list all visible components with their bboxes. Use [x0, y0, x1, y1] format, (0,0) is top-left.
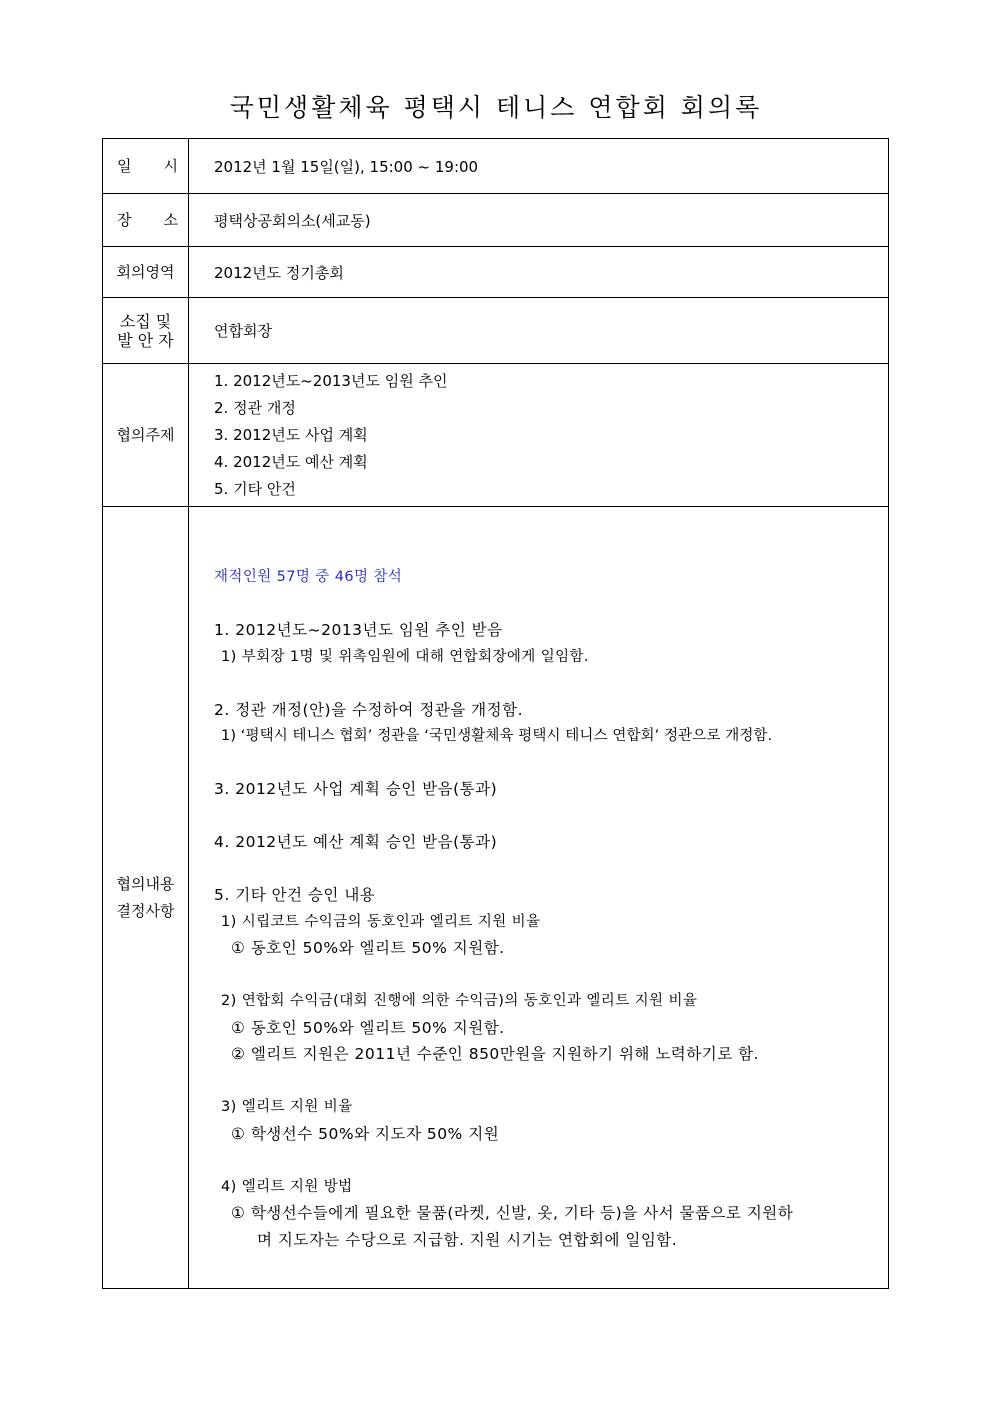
value-topics: [189, 364, 889, 507]
value-content: [189, 507, 889, 1289]
label-place: [103, 194, 189, 247]
label-place-a: 장: [117, 211, 132, 229]
section-5-4-detail: ① 학생선수들에게 필요한 물품(라켓, 신발, 옷, 기타 등)을 사서 물품으로 지원하: [231, 1204, 794, 1222]
value-area: 2012년도 정기총회: [189, 247, 889, 298]
label-area: 회의영역: [103, 247, 189, 298]
row-place: [103, 194, 889, 247]
section-5-2-item: 2) 연합회 수익금(대회 진행에 의한 수익금)의 동호인과 엘리트 지원 비율: [221, 993, 698, 1009]
document-title: 국민생활체육 평택시 테니스 연합회 회의록: [229, 93, 763, 122]
section-5-3-detail: ① 학생선수 50%와 지도자 50% 지원: [231, 1124, 500, 1143]
section-4-heading: 4. 2012년도 예산 계획 승인 받음(통과): [214, 833, 498, 851]
section-5-2-detail: ② 엘리트 지원은 2011년 수준인 850만원을 지원하기 위해 노력하기로 함.: [231, 1045, 760, 1063]
label-place-b: 소: [163, 211, 178, 229]
section-5-heading: 5. 기타 안건 승인 내용: [214, 886, 376, 904]
section-1-item: 1) 부회장 1명 및 위촉임원에 대해 연합회장에게 일임함.: [221, 648, 589, 665]
label-content-line2: 결정사항: [116, 901, 175, 920]
section-5-2-detail: ① 동호인 50%와 엘리트 50% 지원함.: [231, 1018, 505, 1037]
label-datetime-a: 일: [117, 157, 132, 175]
label-convener-line2: 발 안 자: [117, 330, 174, 350]
attendance-text: 재적인원 57명 중 46명 참석: [214, 569, 403, 585]
row-area: [103, 247, 889, 298]
section-2-item: 1) ‘평택시 테니스 협회’ 정관을 ‘국민생활체육 평택시 테니스 연합회’ 정관으로 개정함.: [221, 728, 773, 744]
label-topics: 협의주제: [103, 364, 189, 507]
label-convener-line1: 소집 및: [119, 311, 172, 331]
section-5-1-detail: ① 동호인 50%와 엘리트 50% 지원함.: [231, 939, 505, 957]
topic-item: 2. 정관 개정: [214, 398, 296, 417]
section-2-heading: 2. 정관 개정(안)을 수정하여 정관을 개정함.: [214, 700, 524, 719]
label-convener: [103, 298, 189, 364]
row-content: [103, 507, 889, 1289]
section-5-4-detail-cont: 며 지도자는 수당으로 지급함. 지원 시기는 연합회에 일임함.: [257, 1230, 678, 1249]
section-5-4-item: 4) 엘리트 지원 방법: [221, 1178, 353, 1195]
topic-item: 1. 2012년도~2013년도 임원 추인: [214, 371, 448, 390]
row-convener: [103, 298, 889, 364]
value-datetime: 2012년 1월 15일(일), 15:00 ~ 19:00: [189, 139, 889, 194]
value-place: 평택상공회의소(세교동): [189, 194, 889, 247]
label-datetime: [103, 139, 189, 194]
section-1-heading: 1. 2012년도~2013년도 임원 추인 받음: [214, 621, 503, 639]
label-datetime-b: 시: [163, 157, 178, 175]
topic-item: 5. 기타 안건: [214, 479, 296, 498]
value-convener: 연합회장: [189, 298, 889, 364]
section-5-1-item: 1) 시립코트 수익금의 동호인과 엘리트 지원 비율: [221, 913, 541, 930]
row-datetime: [103, 139, 889, 194]
section-3-heading: 3. 2012년도 사업 계획 승인 받음(통과): [214, 780, 498, 798]
section-5-3-item: 3) 엘리트 지원 비율: [221, 1099, 353, 1115]
topic-item: 4. 2012년도 예산 계획: [214, 452, 368, 471]
topic-item: 3. 2012년도 사업 계획: [214, 425, 368, 444]
row-topics: [103, 364, 889, 507]
minutes-table: [102, 138, 889, 1289]
label-content-line1: 협의내용: [116, 874, 175, 893]
label-content: [103, 507, 189, 1289]
